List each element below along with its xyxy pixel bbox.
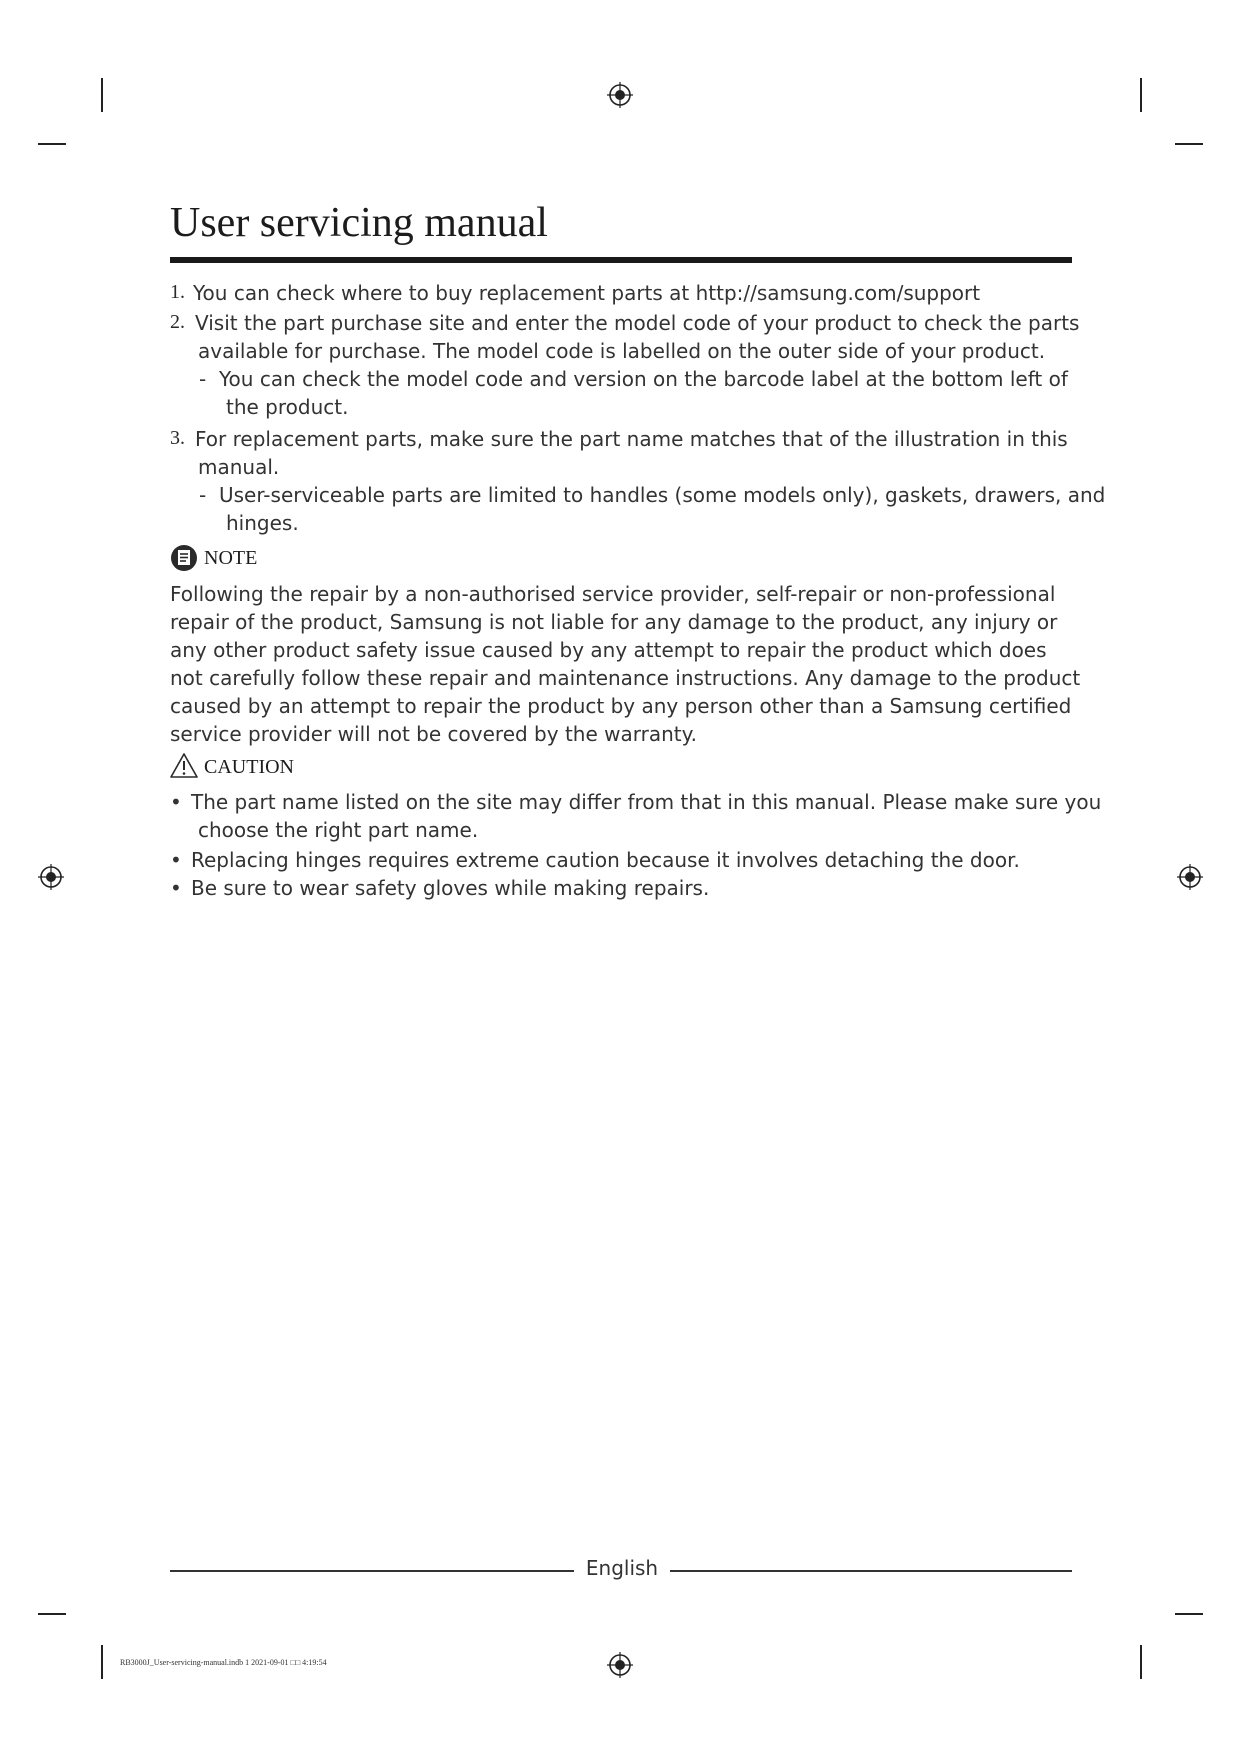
footer-rule	[170, 1570, 574, 1572]
crop-mark	[1175, 143, 1203, 145]
registration-mark-icon	[607, 82, 633, 108]
crop-mark	[101, 1645, 103, 1679]
crop-mark	[101, 78, 103, 112]
sub-text: You can check the model code and version on the barcode label at the bottom left of	[219, 367, 1068, 391]
bullet-dot: •	[170, 848, 182, 872]
step-text: Visit the part purchase site and enter the model code of your product to check the parts	[195, 311, 1080, 335]
imprint-time: 4:19:54	[302, 1658, 327, 1667]
step-text: You can check where to buy replacement parts at http://samsung.com/support	[193, 281, 981, 305]
step-number: 1.	[170, 281, 185, 303]
registration-mark-icon	[1177, 864, 1203, 890]
crop-mark	[1140, 1645, 1142, 1679]
step-text: manual.	[198, 455, 280, 479]
note-text: service provider will not be covered by the warranty.	[170, 722, 697, 746]
sub-text: the product.	[226, 395, 349, 419]
sub-text: User-serviceable parts are limited to handles (some models only), gaskets, drawers, and	[219, 483, 1106, 507]
caution-text: Be sure to wear safety gloves while making repairs.	[191, 876, 710, 900]
bullet-dot: •	[170, 790, 182, 814]
sub-text: hinges.	[226, 511, 299, 535]
footer-rule	[670, 1570, 1072, 1572]
sub-dash: -	[199, 367, 207, 391]
imprint-ampm: □□	[290, 1658, 301, 1667]
note-text: repair of the product, Samsung is not liable for any damage to the product, any injury or	[170, 610, 1058, 634]
crop-mark	[38, 143, 66, 145]
note-text: not carefully follow these repair and maintenance instructions. Any damage to the product	[170, 666, 1081, 690]
caution-text: Replacing hinges requires extreme caution because it involves detaching the door.	[191, 848, 1020, 872]
caution-text: choose the right part name.	[198, 818, 479, 842]
caution-text: The part name listed on the site may differ from that in this manual. Please make sure you	[191, 790, 1102, 814]
caution-label: CAUTION	[204, 756, 294, 778]
bullet-dot: •	[170, 876, 182, 900]
step-text: For replacement parts, make sure the part name matches that of the illustration in this	[195, 427, 1068, 451]
note-text: Following the repair by a non-authorised service provider, self-repair or non-professional	[170, 582, 1056, 606]
step-number: 3.	[170, 427, 185, 449]
note-text: any other product safety issue caused by any attempt to repair the product which does	[170, 638, 1047, 662]
footer-language: English	[585, 1556, 659, 1580]
page-title: User servicing manual	[170, 200, 548, 246]
step-text: available for purchase. The model code is labelled on the outer side of your product.	[198, 339, 1046, 363]
title-rule	[170, 257, 1072, 263]
registration-mark-icon	[38, 864, 64, 890]
crop-mark	[38, 1613, 66, 1615]
note-icon	[170, 544, 198, 572]
imprint-file: RB3000J_User-servicing-manual.indb 1	[120, 1658, 250, 1667]
print-imprint	[120, 1658, 327, 1667]
crop-mark	[1175, 1613, 1203, 1615]
imprint-date: 2021-09-01	[251, 1658, 289, 1667]
step-number: 2.	[170, 311, 185, 333]
warning-triangle-icon	[169, 752, 199, 779]
sub-dash: -	[199, 483, 207, 507]
registration-mark-icon	[607, 1652, 633, 1678]
note-label: NOTE	[204, 547, 258, 569]
note-text: caused by an attempt to repair the product by any person other than a Samsung certified	[170, 694, 1072, 718]
crop-mark	[1140, 78, 1142, 112]
